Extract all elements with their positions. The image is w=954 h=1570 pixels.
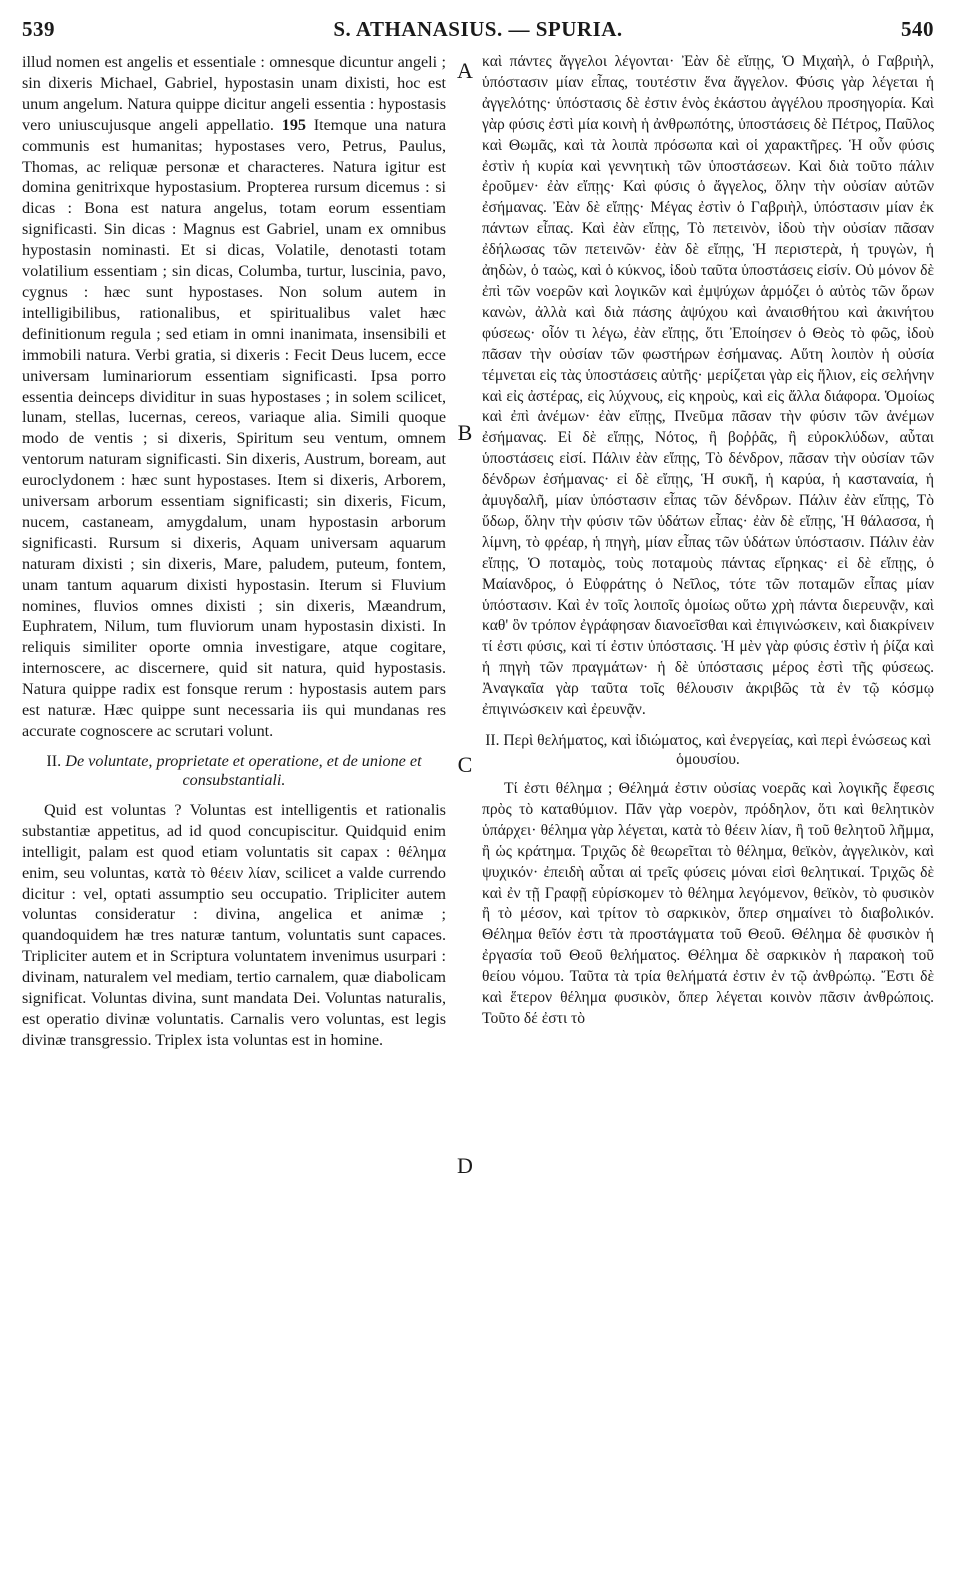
latin-p1-text: illud nomen est angelis et essentiale : omnesque dicuntur angeli ; sin dixeris Michael, Gabriel, hypostasin unam dixisti, hoc est unum angelum. Natura quippe dicitur angeli essentia : hypostasis vero uniuscujusque angeli appellatio. <box>22 53 446 134</box>
margin-letter-a: A <box>457 58 473 83</box>
margin-letter-b: B <box>457 420 473 445</box>
greek-section-heading <box>482 731 934 769</box>
latin-p1-continued: Itemque una natura communis est humanitas; hypostases vero, Petrus, Paulus, Thomas, ac reliquæ personæ et characteres. Natura igitur est domina genitrixque hypostasium. Propterea rursum dicemus : si dicas : Bona est natura angelus, totam eorum essentiam significasti. Sin dicas : Magnus est Gabriel, unam ex omnibus hypostasin nominasti. Et si dicas, Volatile, denotasti totam volatilium essentiam ; sin dicas, Columba, turtur, luscinia, pavo, cygnus : hæc sunt hypostases. Non solum autem in intelligibilibus, rationalibus, et spiritualibus valet hæc definitionum regula ; sed etiam in omni inanimata, insensibili et immobili natura. Verbi gratia, si dixeris : Fecit Deus lucem, ecce universam luminariorum essentiam significasti. Ipsa porro essentia deinceps dividitur in suas hypostases ; in solem scilicet, lunam, stellas, lucernas, cereos, variaque alia. Simili quoque modo de ventis ; si dixeris, Spiritum seu ventum, omnem ventorum naturam significasti. Sin dixeris, Austrum, boream, aut euroclydonem : hæc sunt hypostases. Item si dixeris, Arborem, universam arborum essentiam significasti; sin dixeris, Ficum, nucem, castaneam, amygdalum, unam hypostasin arborum significasti. Rursum si dixeris, Aquam universam aquarum naturam dixisti ; sin dixeris, Mare, paludem, puteum, fontem, unam tantum aquarum dixisti hypostasin. Iterum si Fluvium nomines, fluvios omnes dixisti ; sin dixeris, Mæandrum, Euphratem, Nilum, tum fluviorum unam hypostasin dixisti. In reliquis similiter oporte omnia investigare, atque cogitare, internoscere, ac discernere, quid sit natura, quid hypostasis. Natura quippe radix est fonsque rerum : hypostasis autem pars est naturæ. Hæc quippe sunt necessaria iis qui mundanas res accurate cognoscere ac scrutari volunt. <box>22 115 447 740</box>
greek-paragraph-2: Τί ἐστι θέλημα ; Θέλημά ἐστιν οὐσίας νοερᾶς καὶ λογικῆς ἔφεσις πρὸς τὸ καταθύμιον. Πᾶν γὰρ νοερὸν, πρόδηλον, ὅτι καὶ θελητικὸν ὑπάρχει· θέλημα γὰρ λέγεται, κατὰ τὸ θέειν λίαν, ἢ τοῦ θελητοῦ λῆμμα, ἢ ὡς κράτημα. Τριχῶς δὲ θεωρεῖται τὸ θέλημα, θεϊκὸν, ἀγγελικὸν, καὶ ψυχικόν· ἐπειδὴ αὗται αἱ τρεῖς φύσεις μόναι εἰσὶ θελητικαί. Τριχῶς δὲ καὶ ἐν τῇ Γραφῇ εὑρίσκομεν τὸ θέλημα λεγόμενον, θεϊκὸν, τὸ φυσικὸν ἢ τὸ μέσον, καὶ τρίτον τὸ σαρκικὸν, ὅπερ σημαίνει τὸ διαβολικόν. Θέλημα θεῖόν ἐστι τὰ προστάγματα τοῦ Θεοῦ. Θέλημα δὲ φυσικὸν ἡ ἐργασία τοῦ Θεοῦ θελήματος. Θέλημα δὲ σαρκικὸν ἡ παρακοὴ τοῦ θείου νόμου. Ταῦτα τὰ τρία θελήματά ἐστιν ἐν τῷ ἀνθρώπῳ. Ἔστι δὲ καὶ ἕτερον θέλημα φυσικὸν, ὅπερ λέγεται κοινὸν πᾶσιν ἀνθρώποις. Τοῦτο δέ ἐστι τὸ <box>482 780 934 1027</box>
latin-paragraph-1 <box>22 52 446 742</box>
latin-column <box>22 52 446 1051</box>
latin-heading-number: II. <box>46 751 62 770</box>
greek-column <box>482 52 934 1030</box>
greek-heading-text: Περὶ θελήματος, καὶ ἰδιώματος, καὶ ἐνεργείας, καὶ περὶ ἑνώσεως καὶ ὁμουσίου. <box>503 732 931 768</box>
latin-paragraph-2: Quid est voluntas ? Voluntas est intelligentis et rationalis substantiæ appetitus, ad id quod concupiscitur. Quidquid enim intelligit, palam est quod etiam voluntatis sit capax : θέλημα enim, seu voluntas, κατὰ τὸ θέειν λίαν, scilicet a valde currendo dicitur : vel, optati assumptio seu occupatio. Tripliciter autem voluntas consideratur : divina, angelica et animæ ; quandoquidem hæ tres naturæ tantum, voluntatis sunt capaces. Tripliciter autem et in Scriptura voluntatem invenimus usurpari : divinam, naturalem vel mediam, tertio carnalem, quæ diabolicam significat. Voluntas divina, sunt mandata Dei. Voluntas naturalis, est operatio divinæ voluntatis. Carnalis vero voluntas, est legis divinæ transgressio. Triplex ista voluntas est in homine. <box>22 800 446 1049</box>
margin-letter-d: D <box>457 1153 473 1178</box>
latin-heading-text: De voluntate, proprietate et operatione, et de unione et consubstantiali. <box>65 751 422 789</box>
section-number: 195 <box>281 115 306 134</box>
greek-heading-number: II. <box>485 732 500 749</box>
running-title: S. ATHANASIUS. — SPURIA. <box>333 16 623 41</box>
margin-letter-c: C <box>457 752 473 777</box>
right-page-number: 540 <box>901 16 934 41</box>
latin-section-heading <box>22 752 446 790</box>
greek-paragraph-1: καὶ πάντες ἄγγελοι λέγονται· Ἐὰν δὲ εἴπῃς, Ὁ Μιχαὴλ, ὁ Γαβριὴλ, ὑπόστασιν μίαν εἶπας, τουτέστιν ἕνα ἄγγελον. Φύσις γὰρ λέγεται ἡ ἀγγελότης· ὑπόστασις δὲ ἐστιν ἑνὸς ἑκάστου ἀγγέλου προσηγορία. Καὶ γὰρ φύσις ἐστὶ μία κοινὴ ἡ ἀνθρωπότης, ὑποστάσεις δὲ Πέτρος, Παῦλος καὶ Θωμᾶς, καὶ τὰ λοιπὰ πρόσωπα καὶ οἱ χαρακτῆρες. Ἡ οὖν φύσις ἐστὶν ἡ κυρία καὶ γεννητικὴ τῶν ὑποστάσεων. Καὶ διὰ τοῦτο πάλιν ἐροῦμεν· ἐὰν εἴπῃς· Καὶ φύσις ὁ ἄγγελος, ὅλην τὴν οὐσίαν αὐτῶν ἐσήμανας. Ἐὰν δὲ εἴπῃς· Μέγας ἐστὶν ὁ Γαβριὴλ, ὑπόστασιν μίαν ἐκ πάντων εἶπας. Καὶ ἐὰν εἴπῃς, Τὸ πετεινὸν, ἰδοὺ τὴν οὐσίαν πᾶσαν ἐδήλωσας τῶν πετεινῶν· ἐὰν δὲ εἴπῃς, Ἡ περιστερὰ, ἡ τρυγὼν, ἡ ἀηδὼν, ὁ ταὼς, καὶ ὁ κύκνος, ἰδοὺ ταῦτα ὑποστάσεις εἰσίν. Οὐ μόνον δὲ ἐπὶ τῶν νοερῶν καὶ λογικῶν καὶ ἐμψύχων ἁρμόζει ὁ αὐτὸς τῶν ὅρων κανὼν, ἀλλὰ καὶ διὰ πάσης ἀψύχου καὶ ἀναισθήτου καὶ ἀκινήτου φύσεως· οἷόν τι λέγω, ἐὰν εἴπῃς, ὅτι Ἐποίησεν ὁ Θεὸς τὸ φῶς, ἰδοὺ πᾶσαν τὴν οὐσίαν τῶν φωστήρων ἐσήμανας. Αὕτη λοιπὸν ἡ οὐσία τέμνεται εἰς τὰς ὑποστάσεις αὐτῆς· μερίζεται γὰρ εἰς ἥλιον, εἰς σελήνην καὶ εἰς ἀστέρας, εἰς λύχνους, εἰς κηροὺς, καὶ εἰς ἄλλα διάφορα. Ὁμοίως καὶ ἐπὶ ἀνέμων· ἐὰν εἴπῃς, Πνεῦμα πᾶσαν τὴν φύσιν τῶν ἀνέμων ἐσήμανας. Εἰ δὲ εἴπῃς, Νότος, ἢ βοῤῥᾶς, ἢ εὐροκλύδων, αὗται ὑποστάσεις εἰσί. Πάλιν ἐὰν εἴπῃς, Τὸ δένδρον, πᾶσαν τὴν οὐσίαν τῶν δένδρων ἐσήμανας· εἰ δὲ εἴπῃς, Ἡ συκῆ, ἡ καρύα, ἡ κασταναία, ἡ ἀμυγδαλῆ, μίαν ὑπόστασιν εἶπας τῶν δένδρων. Πάλιν ἐὰν εἴπῃς, Τὸ ὕδωρ, ὅλην τὴν φύσιν τῶν ὑδάτων εἶπας· ἐὰν δὲ εἴπῃς, Ἡ θάλασσα, ἡ λίμνη, τὸ φρέαρ, ἡ πηγὴ, μίαν εἶπας τῶν ὑδάτων ὑπόστασιν. Πάλιν ἐὰν εἴπῃς, Ὁ ποταμὸς, τοὺς ποταμοὺς πάντας εἴρηκας· εἰ δὲ εἴπῃς, ὁ Μαίανδρος, ὁ Εὐφράτης ὁ Νεῖλος, τότε τῶν ποταμῶν εἶπας μίαν ὑπόστασιν. Καὶ ἐν τοῖς λοιποῖς ὁμοίως οὕτω χρὴ πάντα διερευνᾷν, καὶ καθ' ὃν τρόπον ἐγράφησαν διανοεῖσθαι καὶ ἐπιγινώσκειν, καὶ διακρίνειν τί ἐστι φύσις, καὶ τί ἐστιν ὑπόστασις. Ἡ μὲν γὰρ φύσις ἐστὶν ἡ ῥίζα καὶ ἡ πηγὴ τῶν πραγμάτων· ἡ δὲ ὑπόστασις μέρος ἐστὶ τῆς φύσεως. Ἀναγκαῖα γὰρ ταῦτα τοῖς θέλουσιν ἀκριβῶς τὰ ἐν τῷ κόσμῳ ἐπιγινώσκειν καὶ ἐρευνᾷν. <box>482 53 934 719</box>
left-page-number: 539 <box>22 16 55 41</box>
page-header <box>22 14 934 44</box>
